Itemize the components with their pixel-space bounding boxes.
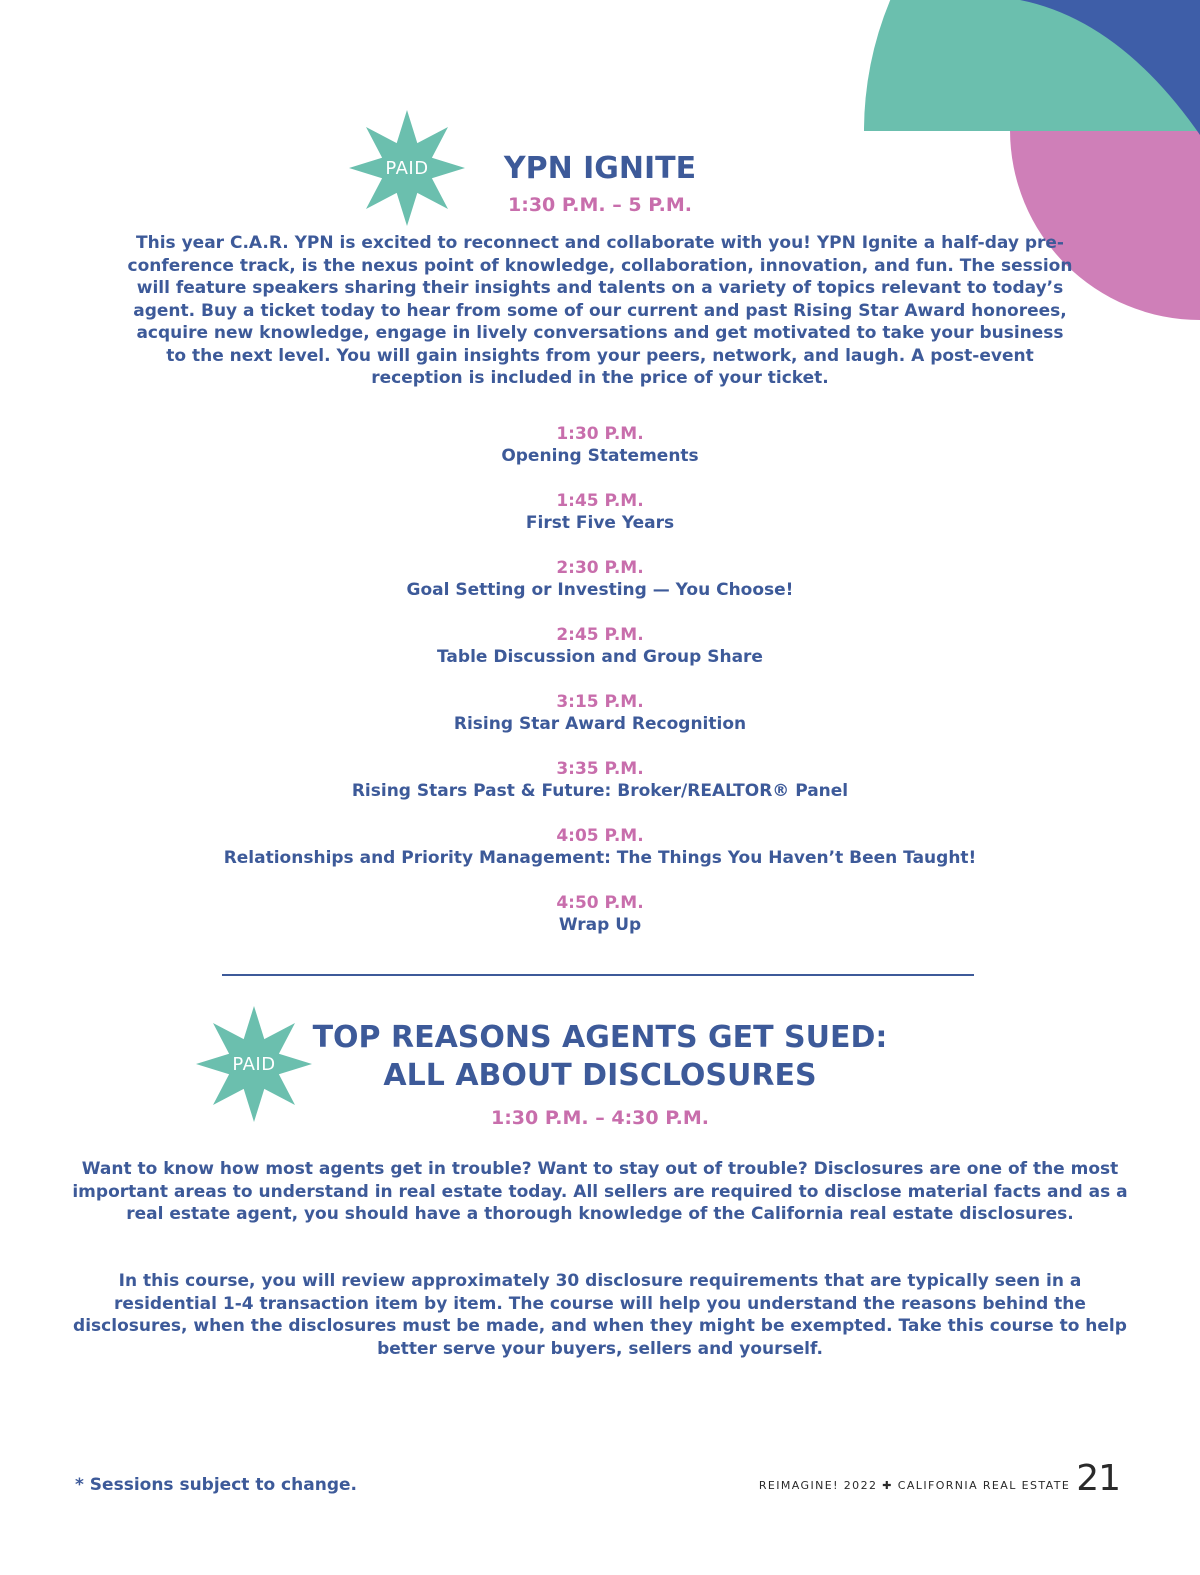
session-header bbox=[0, 150, 1200, 188]
footer-note: * Sessions subject to change. bbox=[75, 1475, 357, 1495]
schedule-item bbox=[0, 825, 1200, 892]
session-header bbox=[0, 1019, 1200, 1095]
description-paragraph: This year C.A.R. YPN is excited to reconnect and collaborate with you! YPN Ignite a half-day pre-conference track, is the nexus point of knowledge, collaboration, innovation, and fun. The session will feature speakers sharing their insights and talents on a variety of topics relevant to today’s agent. Buy a ticket today to hear from some of our current and past Rising Star Award honorees, acquire new knowledge, engage in lively conversations and get motivated to take your business to the next level. You will gain insights from your peers, network, and laugh. A post-event reception is included in the price of your ticket. bbox=[127, 233, 1073, 388]
schedule bbox=[0, 423, 1200, 959]
schedule-time: 2:45 P.M. bbox=[556, 625, 644, 645]
schedule-time: 1:45 P.M. bbox=[556, 491, 644, 511]
schedule-item bbox=[0, 758, 1200, 825]
badge-label: PAID bbox=[385, 157, 429, 179]
session-title-line: TOP REASONS AGENTS GET SUED: bbox=[312, 1020, 888, 1055]
description-paragraph: In this course, you will review approximately 30 disclosure requirements that are typically seen in a residential 1-4 transaction item by item. The course will help you understand the reasons behind the disclosures, when the disclosures must be made, and when they might be exempted. Take this course to help better serve your buyers, sellers and yourself. bbox=[73, 1271, 1127, 1359]
session-title-line: ALL ABOUT DISCLOSURES bbox=[383, 1058, 817, 1093]
schedule-item bbox=[0, 691, 1200, 758]
session-title: YPN IGNITE bbox=[503, 151, 697, 186]
schedule-title: First Five Years bbox=[525, 513, 675, 533]
schedule-title: Opening Statements bbox=[501, 446, 699, 466]
session-description bbox=[0, 1158, 1200, 1226]
schedule-list bbox=[0, 423, 1200, 959]
section-divider bbox=[222, 974, 974, 976]
session-description bbox=[0, 1270, 1200, 1360]
schedule-item bbox=[0, 557, 1200, 624]
schedule-title: Goal Setting or Investing — You Choose! bbox=[406, 580, 794, 600]
schedule-item bbox=[0, 892, 1200, 959]
session-description bbox=[0, 232, 1200, 390]
session-time-wrap bbox=[0, 194, 1200, 216]
running-head: REIMAGINE! 2022 ✚ CALIFORNIA REAL ESTATE bbox=[758, 1479, 1071, 1492]
schedule-title: Wrap Up bbox=[558, 915, 642, 935]
schedule-item bbox=[0, 490, 1200, 557]
page-number: 21 bbox=[1076, 1458, 1120, 1499]
schedule-title: Rising Star Award Recognition bbox=[453, 714, 747, 734]
schedule-item bbox=[0, 423, 1200, 490]
schedule-title: Rising Stars Past & Future: Broker/REALTOR® Panel bbox=[351, 781, 849, 801]
schedule-time: 4:50 P.M. bbox=[556, 893, 644, 913]
page-footer bbox=[759, 1460, 1120, 1498]
badge-label: PAID bbox=[232, 1053, 276, 1075]
schedule-time: 4:05 P.M. bbox=[556, 826, 644, 846]
schedule-item bbox=[0, 624, 1200, 691]
schedule-time: 3:15 P.M. bbox=[556, 692, 644, 712]
schedule-time: 3:35 P.M. bbox=[556, 759, 644, 779]
session-time-range: 1:30 P.M. – 4:30 P.M. bbox=[490, 1107, 710, 1129]
schedule-title: Table Discussion and Group Share bbox=[437, 647, 763, 667]
schedule-title: Relationships and Priority Management: The Things You Haven’t Been Taught! bbox=[223, 848, 977, 868]
schedule-time: 2:30 P.M. bbox=[556, 558, 644, 578]
session-time-wrap bbox=[0, 1107, 1200, 1129]
description-paragraph: Want to know how most agents get in trouble? Want to stay out of trouble? Disclosures are one of the most important areas to understand in real estate today. All sellers are required to disclose material facts and as a real estate agent, you should have a thorough knowledge of the California real estate disclosures. bbox=[72, 1159, 1128, 1224]
schedule-time: 1:30 P.M. bbox=[556, 424, 644, 444]
session-time-range: 1:30 P.M. – 5 P.M. bbox=[508, 194, 692, 216]
